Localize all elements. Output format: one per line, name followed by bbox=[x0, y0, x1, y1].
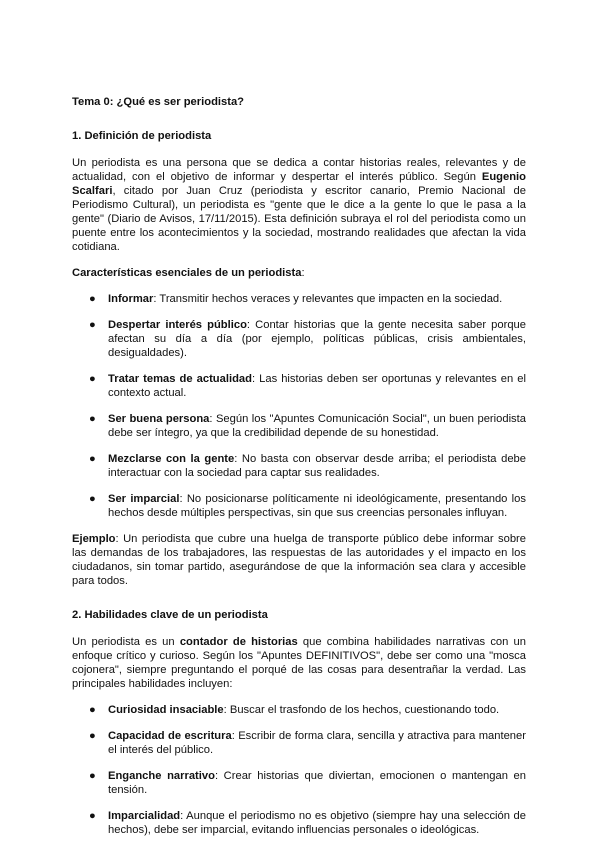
item-bold: Informar bbox=[108, 293, 154, 305]
section-2-intro bbox=[72, 635, 526, 691]
characteristics-heading bbox=[72, 266, 526, 280]
bullet-icon: ● bbox=[89, 413, 96, 425]
example-text: : Un periodista que cubre una huelga de transporte público debe informar sobre las demandas de los trabajadores, las respuestas de las autoridades y el impacto en los ciudadanos, sin tomar partido, asegurándose de que la información sea clara y accesible para todos. bbox=[72, 533, 526, 587]
item-bold: Despertar interés público bbox=[108, 319, 247, 331]
example-bold: Ejemplo bbox=[72, 533, 116, 545]
list-item bbox=[72, 318, 526, 360]
item-bold: Enganche narrativo bbox=[108, 770, 215, 782]
item-bold: Imparcialidad bbox=[108, 810, 181, 822]
bullet-icon: ● bbox=[89, 810, 96, 822]
intro-text-2: , citado por Juan Cruz (periodista y escritor canario, Premio Nacional de Periodismo Cultural), un periodista es "gente que le dice a la gente lo que le pasa a la gente" (Diario de Avisos, 17/11/2015). Esta definición subraya el rol del periodista como un puente entre los acontecimientos y la sociedad, mostrando realidades que afectan la vida cotidiana. bbox=[72, 185, 526, 253]
list-item bbox=[72, 452, 526, 480]
item-text: : Aunque el periodismo no es objetivo (siempre hay una selección de hechos), debe ser imparcial, evitando influencias personales o ideológicas. bbox=[108, 810, 526, 836]
intro-text-2: que combina habilidades narrativas con un enfoque crítico y curioso. Según los "Apuntes DEFINITIVOS", debe ser como una "mosca cojonera", siempre preguntando el porqué de las cosas para desentrañar la verdad. Las principales habilidades incluyen: bbox=[72, 636, 526, 690]
section-1-heading: 1. Definición de periodista bbox=[72, 130, 212, 142]
list-item bbox=[72, 292, 526, 306]
item-bold: Tratar temas de actualidad bbox=[108, 373, 252, 385]
item-text: : Transmitir hechos veraces y relevantes que impacten en la sociedad. bbox=[153, 293, 503, 305]
skills-list bbox=[72, 703, 526, 837]
item-bold: Ser imparcial bbox=[108, 493, 180, 505]
characteristics-heading-bold: Características esenciales de un periodista bbox=[72, 267, 302, 279]
characteristics-heading-colon: : bbox=[301, 267, 305, 279]
bullet-icon: ● bbox=[89, 453, 96, 465]
document-title: Tema 0: ¿Qué es ser periodista? bbox=[72, 96, 245, 108]
example-paragraph bbox=[72, 532, 526, 588]
document-body bbox=[72, 95, 526, 837]
item-text: : No basta con observar desde arriba; el periodista debe interactuar con la sociedad para captar sus realidades. bbox=[108, 453, 526, 479]
list-item bbox=[72, 372, 526, 400]
item-bold: Capacidad de escritura bbox=[108, 730, 232, 742]
bullet-icon: ● bbox=[89, 704, 96, 716]
item-bold: Ser buena persona bbox=[108, 413, 210, 425]
item-text: : Escribir de forma clara, sencilla y atractiva para mantener el interés del público. bbox=[108, 730, 526, 756]
list-item bbox=[72, 769, 526, 797]
intro-bold-name: Eugenio Scalfari bbox=[72, 171, 526, 197]
bullet-icon: ● bbox=[89, 293, 96, 305]
section-1-intro bbox=[72, 156, 526, 254]
item-text: : Buscar el trasfondo de los hechos, cuestionando todo. bbox=[223, 704, 500, 716]
characteristics-list bbox=[72, 292, 526, 520]
bullet-icon: ● bbox=[89, 373, 96, 385]
bullet-icon: ● bbox=[89, 319, 96, 331]
bullet-icon: ● bbox=[89, 770, 96, 782]
intro-text-1: Un periodista es una persona que se dedica a contar historias reales, relevantes y de actualidad, con el objetivo de informar y despertar el interés público. Según bbox=[72, 157, 526, 183]
item-bold: Curiosidad insaciable bbox=[108, 704, 224, 716]
item-text: : No posicionarse políticamente ni ideológicamente, presentando los hechos desde múltiples perspectivas, sin que sus creencias personales influyan. bbox=[108, 493, 526, 519]
bullet-icon: ● bbox=[89, 730, 96, 742]
list-item bbox=[72, 729, 526, 757]
item-bold: Mezclarse con la gente bbox=[108, 453, 235, 465]
list-item bbox=[72, 809, 526, 837]
intro-text-1: Un periodista es un bbox=[72, 636, 180, 648]
item-text: : Crear historias que diviertan, emocionen o mantengan en tensión. bbox=[108, 770, 526, 796]
item-text: : Contar historias que la gente necesita saber porque afectan su día a día (por ejemplo, políticas públicas, crisis ambientales, desigualdades). bbox=[108, 319, 526, 359]
list-item bbox=[72, 492, 526, 520]
intro-bold-term: contador de historias bbox=[179, 636, 298, 648]
list-item bbox=[72, 412, 526, 440]
bullet-icon: ● bbox=[89, 493, 96, 505]
list-item bbox=[72, 703, 526, 717]
section-2-heading: 2. Habilidades clave de un periodista bbox=[72, 609, 268, 621]
item-text: : Las historias deben ser oportunas y relevantes en el contexto actual. bbox=[108, 373, 526, 399]
item-text: : Según los "Apuntes Comunicación Social", un buen periodista debe ser íntegro, ya que la credibilidad depende de su honestidad. bbox=[108, 413, 526, 439]
